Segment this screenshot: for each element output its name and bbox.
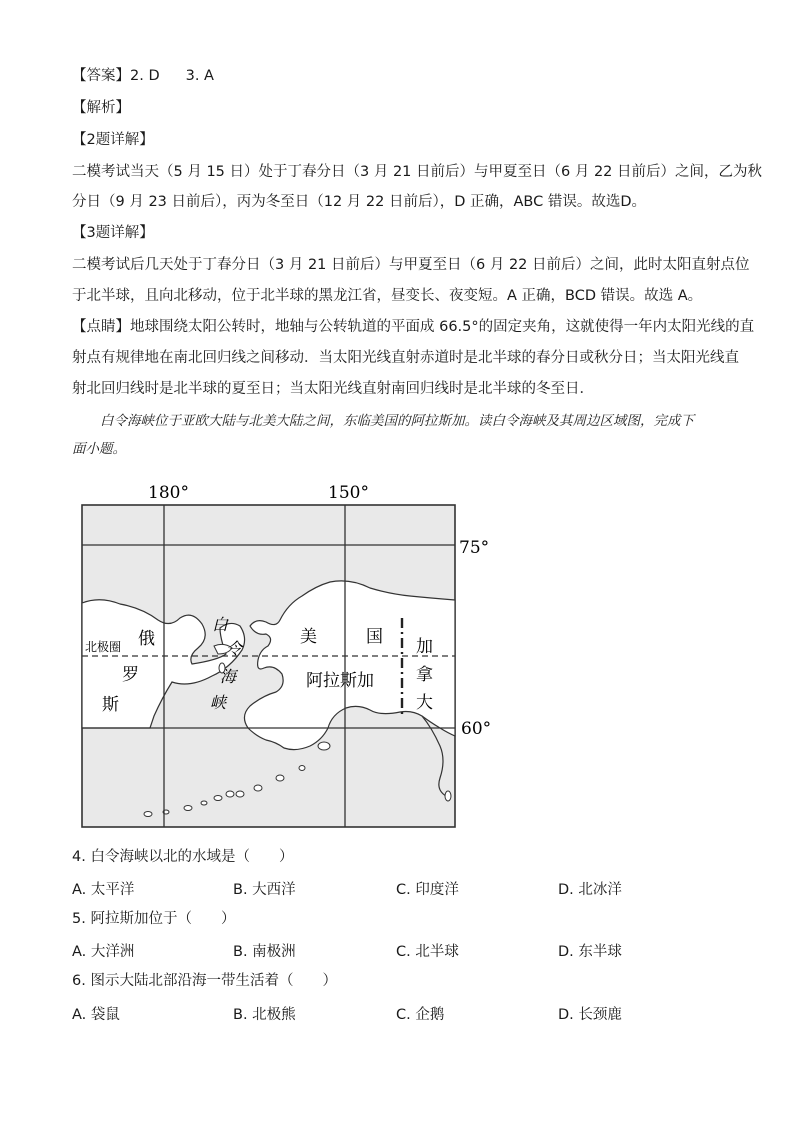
island [214, 796, 222, 801]
option: A. 大洋洲 [72, 944, 135, 960]
option: D. 东半球 [558, 944, 622, 960]
island [254, 785, 262, 791]
map-intro-line: 面小题。 [72, 441, 126, 457]
tip-line: 射点有规律地在南北回归线之间移动．当太阳光线直射赤道时是北半球的春分日或秋分日；当太阳光线直 [72, 350, 739, 366]
canada-label: 拿 [416, 665, 433, 685]
arctic-circle-label: 北极圈 [85, 640, 122, 654]
lat-label-75: 75° [459, 538, 490, 558]
tip-line [72, 317, 754, 337]
question-stem: 4. 白令海峡以北的水域是（ ） [72, 849, 294, 865]
island [184, 806, 192, 811]
island [445, 791, 451, 801]
map-svg [80, 478, 492, 833]
alaska-label: 阿拉斯加 [306, 671, 374, 691]
option: C. 印度洋 [396, 882, 459, 898]
island [299, 766, 305, 771]
russia-label: 俄 [138, 629, 155, 649]
option: B. 南极洲 [233, 944, 296, 960]
q2-detail-line: 分日（9 月 23 日前后），丙为冬至日（12 月 22 日前后），D 正确，ABC 错误。故选D。 [72, 194, 647, 210]
question-stem: 5. 阿拉斯加位于（ ） [72, 911, 236, 927]
island [226, 791, 234, 797]
option: B. 北极熊 [233, 1007, 296, 1023]
q2-detail-heading: 【2题详解】 [72, 132, 154, 148]
canada-label: 加 [416, 637, 433, 657]
question-stem: 6. 图示大陆北部沿海一带生活着（ ） [72, 973, 337, 989]
usa-label: 国 [366, 627, 383, 647]
island [236, 791, 244, 797]
option: D. 长颈鹿 [558, 1007, 622, 1023]
option: B. 大西洋 [233, 882, 296, 898]
russia-label: 罗 [122, 665, 139, 685]
option: A. 太平洋 [72, 882, 135, 898]
bering-strait-map [80, 478, 492, 833]
tip-text: 地球围绕太阳公转时，地轴与公转轨道的平面成 66.5°的固定夹角，这就使得一年内太阳光线的直 [130, 319, 755, 335]
map-intro-line: 白令海峡位于亚欧大陆与北美大陆之间，东临美国的阿拉斯加。读白令海峡及其周边区域图，完成下 [100, 413, 694, 429]
option: D. 北冰洋 [558, 882, 622, 898]
q3-detail-line: 于北半球，且向北移动，位于北半球的黑龙江省，昼变长、夜变短。A 正确，BCD 错误。故选 A。 [72, 288, 703, 304]
tip-line: 射北回归线时是北半球的夏至日；当太阳光线直射南回归线时是北半球的冬至日． [72, 381, 594, 397]
tip-heading: 【点睛】 [72, 319, 130, 335]
canada-label: 大 [416, 693, 433, 713]
option: C. 北半球 [396, 944, 459, 960]
lon-label-180: 180° [148, 483, 189, 503]
strait-label: 令 [226, 639, 243, 658]
usa-label: 美 [300, 627, 317, 647]
q3-detail-line: 二模考试后几天处于丁春分日（3 月 21 日前后）与甲夏至日（6 月 22 日前后）之间，此时太阳直射点位 [72, 257, 750, 273]
q2-detail-line: 二模考试当天（5 月 15 日）处于丁春分日（3 月 21 日前后）与甲夏至日（6 月 22 日前后）之间，乙为秋 [72, 164, 763, 180]
answer-q3: 3. A [185, 68, 214, 84]
island [201, 801, 207, 805]
strait-label: 海 [220, 667, 237, 686]
island [144, 812, 152, 817]
option: A. 袋鼠 [72, 1007, 120, 1023]
answer-q2: 2. D [130, 68, 160, 84]
answer-label: 【答案】 [72, 68, 130, 84]
lon-label-150: 150° [328, 483, 369, 503]
lat-label-60: 60° [461, 719, 492, 739]
option: C. 企鹅 [396, 1007, 445, 1023]
map-intro [72, 407, 722, 463]
island [276, 775, 284, 781]
strait-label: 白 [212, 615, 229, 634]
island [318, 742, 330, 750]
strait-label: 峡 [210, 693, 227, 712]
answer-line [72, 66, 214, 86]
analysis-heading: 【解析】 [72, 100, 130, 116]
q3-detail-heading: 【3题详解】 [72, 225, 154, 241]
analysis-label: 解析 [86, 100, 116, 116]
russia-label: 斯 [102, 695, 119, 715]
